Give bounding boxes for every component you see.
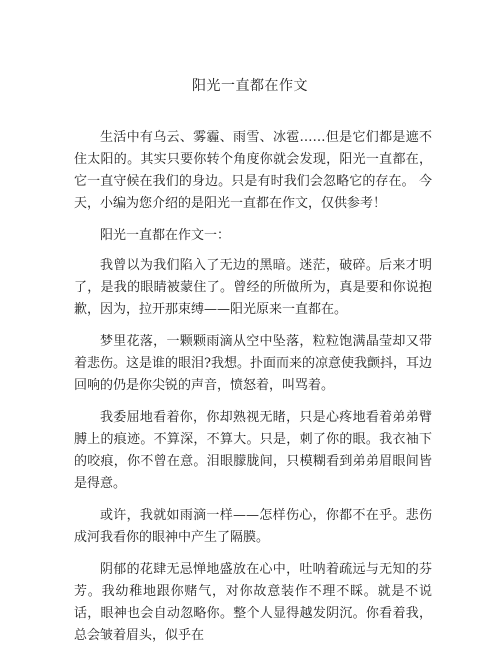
section-heading: 阳光一直都在作文一：: [100, 228, 231, 243]
document-title: 阳光一直都在作文: [192, 78, 308, 94]
body-paragraph: 阴郁的花肆无忌惮地盛放在心中，吐呐着疏远与无知的芬芳。我幼稚地跟你赌气，对你故意装作不理不睬。就是不说话，眼神也会自动忽略你。整个人显得越发阴沉。你看着我，总会皱着眉头，似乎在: [74, 562, 432, 643]
body-paragraph: 我委屈地看着你，你却熟视无睹，只是心疼地看着弟弟臂膊上的痕迹。不算深，不算大。只是，刺了你的眼。我衣袖下的咬痕，你不曾在意。泪眼朦胧间，只模糊看到弟弟眉眼间皆是得意。: [74, 410, 432, 491]
intro-paragraph: 生活中有乌云、雾霾、雨雪、冰雹……但是它们都是遮不住太阳的。其实只要你转个角度你就会发现，阳光一直都在，它一直守候在我们的身边。只是有时我们会忽略它的存在。 今天，小编为您介绍的是阳光一直都在作文，仅供参考！: [74, 130, 432, 211]
body-paragraph: 我曾以为我们陷入了无边的黑暗。迷茫，破碎。后来才明了，是我的眼睛被蒙住了。曾经的所做所为，真是要和你说抱歉，因为，拉开那束缚——阳光原来一直都在。: [74, 258, 432, 317]
body-paragraph: 或许，我就如雨滴一样——怎样伤心，你都不在乎。悲伤成河我看你的眼神中产生了隔膜。: [74, 508, 432, 545]
document-body: [74, 127, 432, 657]
body-paragraph: 梦里花落，一颗颗雨滴从空中坠落，粒粒饱满晶莹却又带着悲伤。这是谁的眼泪?我想。扑面而来的凉意使我颤抖，耳边回响的仍是你尖锐的声音，愤怒着，叫骂着。: [74, 334, 432, 393]
